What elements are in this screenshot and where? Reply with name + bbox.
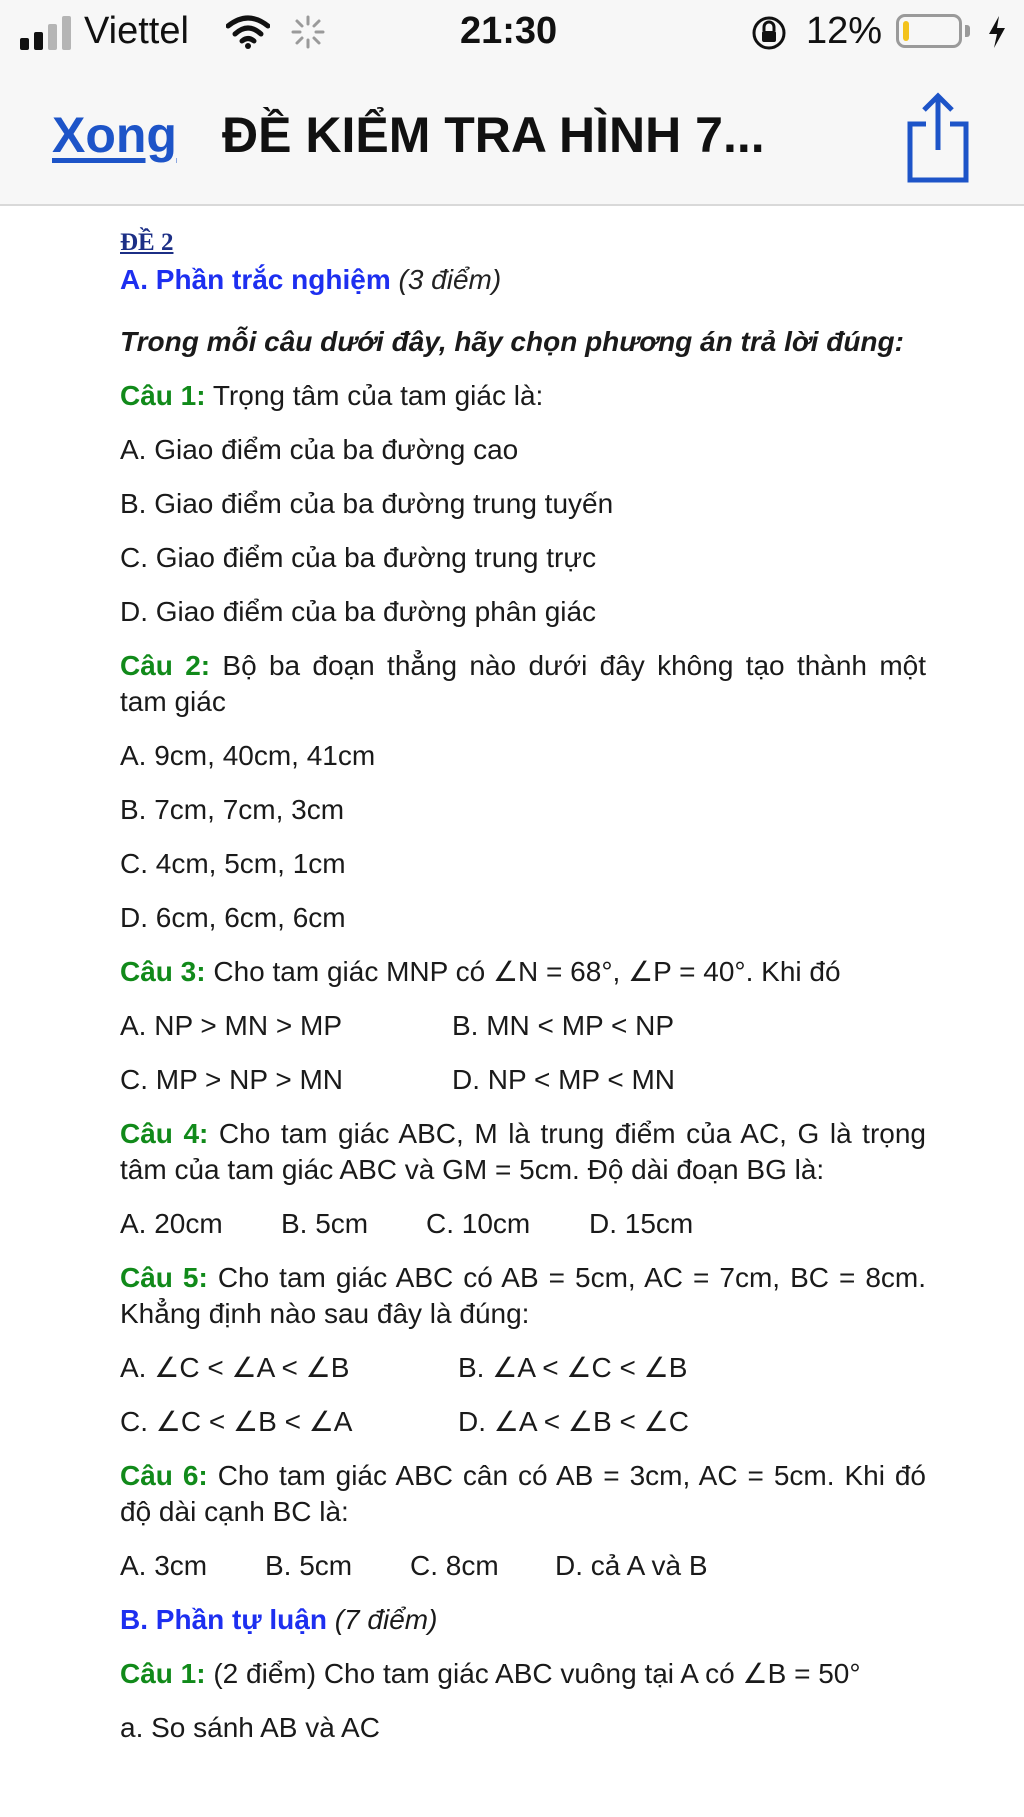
option: B. ∠A < ∠C < ∠B [458,1352,688,1383]
question-text: Trọng tâm của tam giác là: [212,380,544,411]
question-3 [120,954,926,990]
question-label: Câu 4: [120,1118,209,1149]
option: B. Giao điểm của ba đường trung tuyến [120,488,614,519]
document-title: ĐỀ KIỂM TRA HÌNH 7... [222,107,765,163]
essay-part-a: a. So sánh AB và AC [120,1712,380,1743]
question-text: Bộ ba đoạn thẳng nào dưới đây không tạo thành một tam giác [120,650,926,717]
option: C. Giao điểm của ba đường trung trực [120,542,597,573]
option: C. 4cm, 5cm, 1cm [120,848,346,879]
question-label: Câu 6: [120,1460,208,1491]
option-row [120,1062,926,1098]
option: D. cả A và B [555,1550,708,1581]
option: C. 10cm [426,1208,531,1239]
question-text: Cho tam giác ABC cân có AB = 3cm, AC = 5cm. Khi đó độ dài cạnh BC là: [120,1460,927,1527]
option-row [120,1206,926,1242]
option: A. NP > MN > MP [120,1010,342,1041]
question-label: Câu 1: [120,380,206,411]
option-row [120,1350,926,1386]
battery-percent: 12% [806,10,883,52]
essay-question-1 [120,1656,926,1692]
option: D. ∠A < ∠B < ∠C [458,1406,689,1437]
question-text: Cho tam giác ABC, M là trung điểm của AC, G là trọng tâm của tam giác ABC và GM = 5cm. Độ dài đoạn BG là: [120,1118,927,1185]
document-content [120,206,926,1746]
share-icon[interactable] [904,90,972,186]
section-a-title: A. Phần trắc nghiệm [120,264,391,295]
option-row [120,1008,926,1044]
option-row [120,1404,926,1440]
option: D. 6cm, 6cm, 6cm [120,902,346,933]
section-a-heading [120,262,926,298]
battery-icon [896,14,962,48]
section-b-heading [120,1602,926,1638]
section-b-title: B. Phần tự luận [120,1604,327,1635]
navigation-bar [0,66,1024,206]
option: A. 9cm, 40cm, 41cm [120,740,376,771]
option: D. Giao điểm của ba đường phân giác [120,596,597,627]
option: C. MP > NP > MN [120,1064,344,1095]
option: A. Giao điểm của ba đường cao [120,434,519,465]
section-b-points: (7 điểm) [334,1604,438,1635]
option: A. ∠C < ∠A < ∠B [120,1352,350,1383]
battery-tip [965,25,970,37]
carrier-name: Viettel [84,10,189,52]
option: D. 15cm [589,1208,694,1239]
exam-number: ĐỀ 2 [120,229,174,256]
question-5 [120,1260,926,1332]
charging-bolt-icon [986,14,1008,50]
done-button[interactable]: Xong [52,107,177,163]
cellular-signal-icon [20,16,72,50]
wifi-icon [226,14,270,50]
loading-spinner-icon [290,14,326,50]
section-a-points: (3 điểm) [398,264,502,295]
question-label: Câu 2: [120,650,211,681]
clock: 21:30 [460,10,558,52]
question-1 [120,378,926,414]
question-label: Câu 1: [120,1658,206,1689]
option: B. 5cm [265,1550,353,1581]
question-4 [120,1116,926,1188]
status-bar [0,0,1024,66]
option: A. 3cm [120,1550,208,1581]
rotation-lock-icon [750,14,788,52]
option-row [120,1548,926,1584]
question-text: Cho tam giác ABC có AB = 5cm, AC = 7cm, BC = 8cm. Khẳng định nào sau đây là đúng: [120,1262,926,1329]
option: C. 8cm [410,1550,499,1581]
question-6 [120,1458,926,1530]
battery-fill [903,21,909,41]
question-label: Câu 3: [120,956,206,987]
option: D. NP < MP < MN [452,1064,676,1095]
option: B. 5cm [281,1208,369,1239]
question-text: Cho tam giác MNP có ∠N = 68°, ∠P = 40°. Khi đó [213,956,841,987]
question-2 [120,648,926,720]
option: B. 7cm, 7cm, 3cm [120,794,345,825]
option: C. ∠C < ∠B < ∠A [120,1406,353,1437]
question-label: Câu 5: [120,1262,208,1293]
option: A. 20cm [120,1208,223,1239]
instruction: Trong mỗi câu dưới đây, hãy chọn phương án trả lời đúng: [120,326,904,357]
question-text: (2 điểm) Cho tam giác ABC vuông tại A có ∠B = 50° [213,1658,861,1689]
option: B. MN < MP < NP [452,1010,674,1041]
